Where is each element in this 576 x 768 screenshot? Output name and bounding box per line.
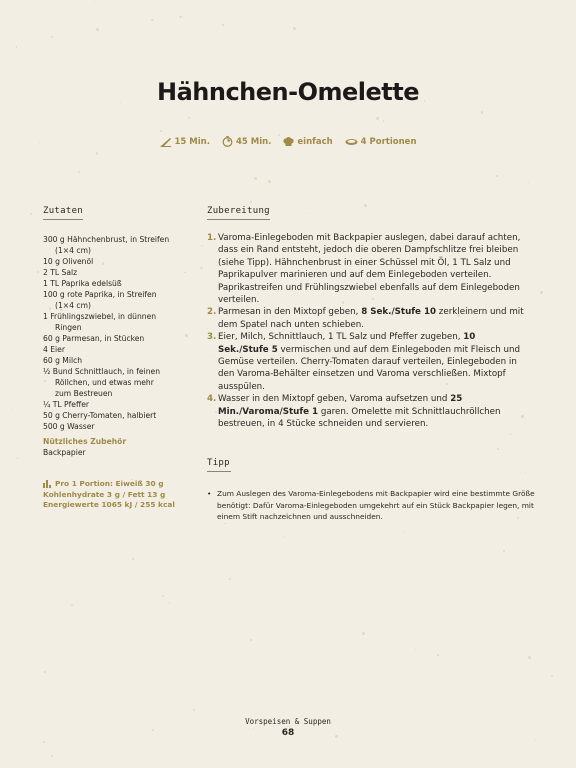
ingredient-text: 4 Eier: [43, 345, 65, 354]
chef-hat-icon: [283, 137, 294, 147]
step-text-part: Parmesan in den Mixtopf geben,: [218, 307, 362, 318]
nutrition-carbs-fat: Kohlenhydrate 3 g / Fett 13 g: [43, 489, 166, 499]
paper-speck: [222, 24, 223, 25]
preparation-step: [207, 232, 527, 306]
paper-speck: [162, 595, 164, 597]
preparation-step: [207, 393, 527, 430]
preparation-step: [207, 331, 527, 393]
tip-text: Zum Auslegen des Varoma-Einlegebodens mit Backpapier wird eine bestimmte Größe benötigt: Dafür Varoma-Einlegeboden umgekehrt auf ein Stück Backpapier legen, mit einem Stift nachzeichnen und ausschneiden.: [217, 489, 535, 521]
ingredient-item: [43, 289, 183, 311]
preparation-heading: Zubereitung: [207, 206, 270, 220]
step-setting: 25 Min./Varoma/Stufe 1: [218, 394, 463, 417]
page-number: 68: [281, 728, 295, 738]
paper-speck: [229, 578, 231, 580]
step-text-part: zerkleinern und mit dem Spatel nach unten schieben.: [218, 307, 524, 330]
paper-speck: [496, 175, 498, 177]
ingredient-text: 50 g Cherry-Tomaten, halbiert: [43, 411, 157, 420]
paper-speck: [205, 446, 206, 447]
paper-speck: [293, 27, 296, 30]
ingredient-item: [43, 355, 183, 366]
preparation-steps: [207, 232, 527, 431]
paper-speck: [184, 272, 185, 273]
clock-icon: [222, 136, 233, 147]
paper-speck: [78, 171, 80, 173]
ingredient-text: 1 Frühlingszwiebel, in dünnen: [43, 312, 157, 321]
paper-speck: [51, 36, 53, 38]
ingredient-item: [43, 278, 183, 289]
paper-speck: [481, 111, 484, 114]
paper-speck: [30, 213, 32, 215]
preparation-column: [207, 198, 527, 431]
tip-section: [207, 450, 537, 523]
paper-speck: [437, 654, 439, 656]
paper-speck: [37, 271, 39, 273]
paper-speck: [44, 671, 46, 673]
ingredient-text: ½ Bund Schnittlauch, in feinen: [43, 367, 161, 376]
footer-category: Vorspeisen & Suppen: [245, 717, 331, 726]
ingredient-text-cont: Röllchen, und etwas mehr: [55, 378, 154, 387]
step-text: [218, 306, 527, 331]
paper-speck: [17, 457, 19, 459]
paper-speck: [551, 675, 553, 677]
ingredient-text: 300 g Hähnchenbrust, in Streifen: [43, 235, 170, 244]
prep-time-value: 15 Min.: [174, 136, 210, 147]
ingredient-text-cont: (1×4 cm): [55, 301, 91, 310]
nutrition-info: [43, 479, 183, 511]
ingredient-text-cont: (1×4 cm): [55, 246, 91, 255]
paper-speck: [169, 602, 170, 603]
accessories-value: Backpapier: [43, 448, 86, 457]
nutrition-energy: Energiewerte 1065 kJ / 255 kcal: [43, 500, 175, 509]
tip-item: [207, 488, 537, 523]
ingredient-text-cont: zum Bestreuen: [55, 389, 113, 398]
paper-speck: [376, 117, 379, 120]
paper-speck: [94, 1, 95, 2]
bar-chart-icon: [43, 480, 52, 488]
paper-speck: [188, 117, 190, 119]
paper-speck: [160, 130, 162, 132]
ingredient-text: 500 g Wasser: [43, 422, 95, 431]
step-text-part: Wasser in den Mixtopf geben, Varoma aufsetzen und: [218, 394, 451, 405]
ingredient-item: [43, 399, 183, 410]
paper-speck: [503, 550, 505, 552]
ingredient-item: [43, 333, 183, 344]
step-text: [218, 331, 527, 393]
ingredient-text-cont: Ringen: [55, 323, 82, 332]
paper-speck: [383, 120, 384, 121]
nutrition-line-1: [43, 479, 183, 490]
paper-speck: [268, 180, 271, 183]
step-number: 1.: [207, 233, 217, 243]
paper-speck: [403, 532, 404, 533]
paper-speck: [535, 739, 536, 740]
paper-speck: [362, 632, 365, 635]
ingredient-item: [43, 421, 183, 432]
step-number: 3.: [207, 332, 217, 343]
ingredient-text: 10 g Olivenöl: [43, 257, 94, 266]
paper-speck: [179, 16, 181, 18]
paper-speck: [200, 267, 203, 270]
step-text: [218, 232, 527, 306]
portions-icon: [345, 138, 358, 146]
nutrition-protein: Pro 1 Portion: Eiweiß 30 g: [55, 479, 164, 488]
prep-time: [160, 136, 210, 147]
step-number: 4.: [207, 394, 217, 405]
paper-speck: [43, 741, 45, 743]
paper-speck: [96, 28, 99, 31]
paper-speck: [415, 649, 416, 650]
paper-speck: [71, 604, 73, 606]
total-time: [222, 136, 271, 147]
ingredient-text: 60 g Milch: [43, 356, 83, 365]
paper-speck: [12, 409, 13, 410]
ingredient-list: [43, 234, 183, 432]
ingredient-text: ¼ TL Pfeffer: [43, 400, 90, 409]
step-number: 2.: [207, 307, 217, 318]
bullet-icon: •: [207, 489, 212, 498]
paper-speck: [284, 536, 286, 538]
paper-speck: [254, 177, 257, 180]
difficulty-value: einfach: [297, 136, 333, 147]
paper-speck: [96, 152, 98, 154]
total-time-value: 45 Min.: [235, 136, 272, 147]
paper-speck: [132, 558, 134, 560]
ingredient-text: 100 g rote Paprika, in Streifen: [43, 290, 157, 299]
ingredient-item: [43, 366, 183, 399]
step-setting: 8 Sek./Stufe 10: [361, 307, 437, 318]
paper-speck: [185, 334, 188, 337]
portions-value: 4 Portionen: [360, 136, 417, 147]
ingredient-item: [43, 267, 183, 278]
ingredient-item: [43, 234, 183, 256]
paper-speck: [151, 19, 154, 22]
step-text-part: Varoma-Einlegeboden mit Backpapier auslegen, dabei darauf achten, dass ein Rand entsteht, jedoch die oberen Dampfschlitze frei bleiben (siehe Tipp). Hähnchenbrust in einer Schüssel mit Öl, 1 TL Salz und Paprikapulver marinieren und auf dem Einlegeboden verteilen. Paprikastreifen und Frühlingszwiebel ebenfalls auf dem Einlegeboden verteilen.: [218, 233, 521, 306]
tip-heading: Tipp: [207, 458, 231, 472]
ingredient-item: [43, 256, 183, 267]
recipe-title: Hähnchen-Omelette: [156, 78, 419, 106]
step-setting: 10 Sek./Stufe 5: [218, 332, 476, 355]
paper-speck: [201, 245, 203, 247]
ingredient-item: [43, 410, 183, 421]
paper-speck: [528, 656, 531, 659]
step-text-part: Eier, Milch, Schnittlauch, 1 TL Salz und Pfeffer zugeben,: [218, 332, 464, 343]
portions: [345, 136, 417, 147]
step-text: [218, 393, 527, 430]
ingredient-item: [43, 344, 183, 355]
paper-speck: [528, 182, 529, 183]
paper-speck: [510, 433, 512, 435]
ingredient-text: 1 TL Paprika edelsüß: [43, 279, 122, 288]
accessories-heading: Nützliches Zubehör: [43, 437, 127, 446]
paper-speck: [540, 291, 543, 294]
recipe-meta: [0, 136, 576, 147]
paper-speck: [51, 755, 53, 757]
paper-speck: [224, 523, 225, 524]
ingredient-text: 60 g Parmesan, in Stücken: [43, 334, 145, 343]
ingredient-item: [43, 311, 183, 333]
knife-icon: [160, 137, 172, 147]
paper-speck: [16, 46, 18, 48]
difficulty: [283, 136, 332, 147]
ingredients-column: [43, 198, 183, 511]
ingredients-heading: Zutaten: [43, 206, 83, 220]
step-text-part: vermischen und auf dem Einlegeboden mit Fleisch und Gemüse verteilen. Cherry-Tomaten darauf verteilen, Einlegeboden in den Varoma-Behälter einsetzen und Varoma verschließen. Mixtopf ausspülen.: [218, 344, 521, 392]
paper-speck: [193, 709, 195, 711]
ingredient-text: 2 TL Salz: [43, 268, 78, 277]
step-text-part: garen. Omelette mit Schnittlauchröllchen bestreuen, in 4 Stücke schneiden und servieren.: [218, 406, 501, 430]
paper-speck: [250, 639, 252, 641]
preparation-step: [207, 306, 527, 331]
